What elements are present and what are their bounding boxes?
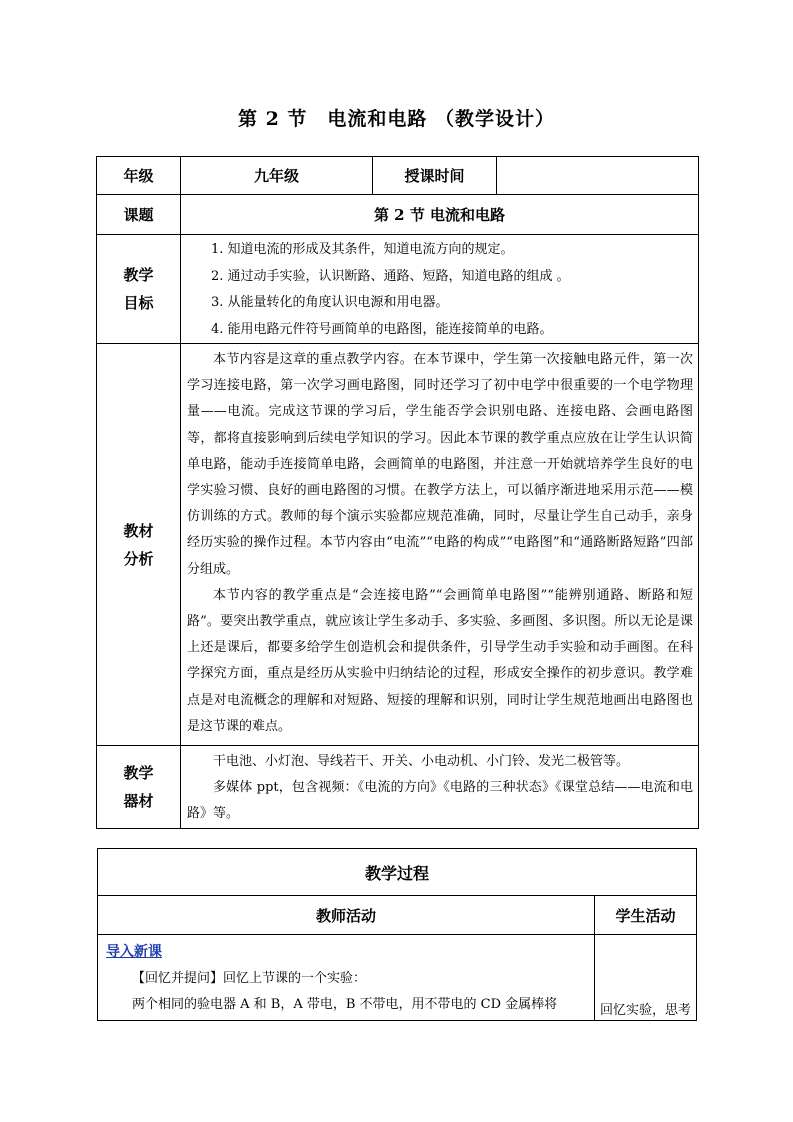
equipment-label-line1: 教学 [123, 763, 154, 782]
equipment-row [97, 746, 699, 829]
intro-line: 【回忆并提问】回忆上节课的一个实验： [132, 971, 367, 986]
goal-item: 4. 能用电路元件符号画简单的电路图，能连接简单的电路。 [211, 321, 553, 337]
goal-item: 2. 通过动手实验，认识断路、通路、短路，知道电路的组成 。 [211, 268, 570, 284]
analysis-paragraph: 本节内容的教学重点是“会连接电路”“会画简单电路图”“能辨别通路、断路和短路”。要突出教学重点，就应该让学生多动手、多实验、多画图、多识图。所以无论是课上还是课后，都要多给学生创造机会和提供条件，引导学生动手实验和动手画图。在科学探究方面，重点是经历从实验中归纳结论的过程，形成安全操作的初步意识。教学难点是对电流概念的理解和对短路、短接的理解和识别，同时让学生规范地画出电路图也是这节课的难点。 [187, 587, 693, 734]
lesson-info-table [96, 156, 699, 829]
goals-label-line2: 目标 [123, 294, 154, 312]
goal-item: 1. 知道电流的形成及其条件，知道电流方向的规定。 [211, 242, 514, 257]
analysis-row [97, 344, 699, 746]
teacher-activity-cell [98, 935, 595, 1021]
process-table [97, 848, 697, 1021]
topic-row [97, 195, 699, 235]
goals-label [97, 235, 181, 344]
analysis-label-line1: 教材 [123, 521, 154, 540]
intro-section-link[interactable]: 导入新课 [106, 944, 162, 960]
grade-value: 九年级 [181, 157, 373, 195]
teacher-activity-header: 教师活动 [98, 896, 595, 935]
equipment-text [181, 746, 699, 829]
page-title: 第 2 节 电流和电路 （教学设计） [237, 108, 556, 130]
goals-label-line1: 教学 [123, 266, 154, 284]
analysis-paragraph: 本节内容是这章的重点教学内容。在本节课中，学生第一次接触电路元件，第一次学习连接电路，第一次学习画电路图，同时还学习了初中电学中很重要的一个电学物理量——电流。完成这节课的学习后，学生能否学会识别电路、连接电路、会画电路图等，都将直接影响到后续电学知识的学习。因此本节课的教学重点应放在让学生认识简单电路，能动手连接简单电路，会画简单的电路图，并注意一开始就培养学生良好的电学实验习惯、良好的画电路图的习惯。在教学方法上，可以循序渐进地采用示范——模仿训练的方式。教师的每个演示实验都应规范准确，同时，尽量让学生自己动手，亲身经历实验的操作过程。本节内容由“电流”“电路的构成”“电路图”和“通路断路短路”四部分组成。 [187, 352, 693, 577]
topic-label: 课题 [97, 195, 181, 235]
goal-item: 3. 从能量转化的角度认识电源和用电器。 [211, 295, 449, 310]
student-activity-header: 学生活动 [595, 896, 697, 935]
process-header-row [98, 896, 697, 935]
grade-label: 年级 [97, 157, 181, 195]
analysis-label [97, 344, 181, 746]
time-label: 授课时间 [373, 157, 497, 195]
time-value [497, 157, 699, 195]
equipment-label [97, 746, 181, 829]
process-title-row [98, 849, 697, 896]
student-activity-cell: 回忆实验，思考 [595, 935, 697, 1021]
goals-list [181, 235, 699, 344]
goals-row [97, 235, 699, 344]
analysis-label-line2: 分析 [123, 549, 154, 568]
equipment-paragraph: 干电池、小灯泡、导线若干、开关、小电动机、小门铃、发光二极管等。 [213, 754, 630, 769]
topic-value: 第 2 节 电流和电路 [181, 195, 699, 235]
equipment-paragraph: 多媒体 ppt，包含视频：《电流的方向》《电路的三种状态》《课堂总结——电流和电路》等。 [187, 780, 693, 822]
intro-line: 两个相同的验电器 A 和 B，A 带电，B 不带电，用不带电的 CD 金属棒将 [132, 997, 558, 1012]
grade-row [97, 157, 699, 195]
process-intro-row [98, 935, 697, 1021]
process-title: 教学过程 [98, 849, 697, 896]
analysis-text [181, 344, 699, 746]
equipment-label-line2: 器材 [123, 791, 154, 810]
